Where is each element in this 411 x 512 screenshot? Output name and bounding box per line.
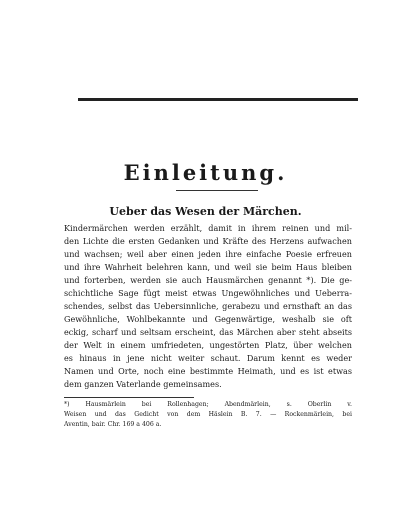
body-line: und ihre Wahrheit belehren kann, und weil sie beim Haus bleiben <box>64 262 352 272</box>
title-divider <box>176 190 258 191</box>
footnote-line: Aventin, bair. Chr. 169 a 406 a. <box>64 421 162 428</box>
body-line: schendes, selbst das Uebersinnliche, gerabezu und ernsthaft an das <box>64 301 352 311</box>
body-line: es hinaus in jene nicht weiter schaut. Darum kennt es weder <box>64 353 352 363</box>
chapter-title: Einleitung. <box>123 160 288 185</box>
body-line: dem ganzen Vaterlande gemeinsames. <box>64 379 222 389</box>
body-line: Namen und Orte, noch eine bestimmte Heimath, und es ist etwas <box>64 366 352 376</box>
body-line: und forterben, werden sie auch Hausmärchen genannt *). Die ge- <box>64 275 352 285</box>
body-line: Kindermärchen werden erzählt, damit in ihrem reinen und mil- <box>64 223 352 233</box>
body-line: Gewöhnliche, Wohlbekannte und Gegenwärtige, weshalb sie oft <box>64 314 352 324</box>
footnote-line: *) Hausmärlein bei Rollenhagen; Abendmärlein, s. Oberlin v. <box>64 401 352 408</box>
footnote-divider <box>64 397 194 398</box>
body-line: schichtliche Sage fügt meist etwas Ungewöhnliches und Ueberra- <box>64 288 352 298</box>
body-line: und wachsen; weil aber einen jeden ihre einfache Poesie erfreuen <box>64 249 352 259</box>
body-line: der Welt in einem umfriedeten, ungestörten Platz, über welchen <box>64 340 352 350</box>
footnote <box>64 400 352 430</box>
top-divider <box>78 98 358 101</box>
body-paragraph <box>64 222 352 391</box>
section-subtitle: Ueber das Wesen der Märchen. <box>109 205 302 218</box>
body-line: den Lichte die ersten Gedanken und Kräfte des Herzens aufwachen <box>64 236 352 246</box>
footnote-line: Weisen und das Gedicht von dem Häslein B. 7. — Rockenmärlein, bei <box>64 411 352 418</box>
body-line: eckig, scharf und seltsam erscheint, das Märchen aber steht abseits <box>64 327 352 337</box>
